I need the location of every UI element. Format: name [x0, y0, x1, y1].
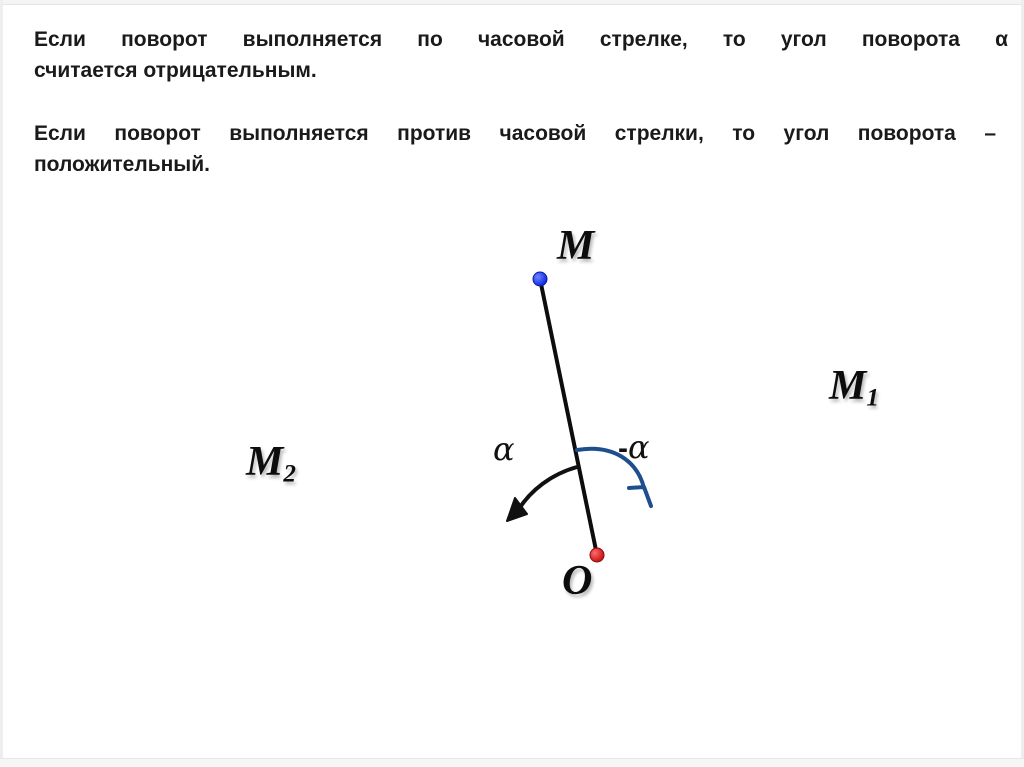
label-M-text: M — [557, 223, 595, 269]
label-negative-alpha-sign: - — [618, 432, 628, 465]
label-negative-alpha — [618, 428, 650, 466]
label-O-text: O — [562, 558, 593, 604]
label-M2-base: M — [246, 439, 284, 485]
label-M — [557, 222, 594, 270]
label-M2-subscript: 2 — [283, 460, 296, 488]
label-M1-base: M — [829, 363, 867, 409]
label-alpha-symbol: α — [493, 430, 515, 468]
label-M1 — [829, 362, 879, 412]
clockwise-rule-line-2: считается отрицательным. — [34, 59, 317, 82]
label-M2 — [246, 438, 296, 488]
label-alpha — [493, 430, 515, 468]
label-O — [562, 557, 592, 605]
label-M1-subscript: 1 — [866, 384, 879, 412]
clockwise-rule-line-1: Если поворот выполняется по часовой стрелке, то угол поворота α — [34, 28, 1008, 51]
clockwise-arrowhead — [629, 487, 651, 506]
segment-OM — [540, 279, 597, 555]
point-M — [533, 272, 547, 286]
counterclockwise-rule-line-1: Если поворот выполняется против часовой стрелки, то угол поворота – — [34, 122, 996, 145]
counterclockwise-arc — [517, 467, 577, 512]
label-negative-alpha-symbol: α — [628, 428, 650, 466]
counterclockwise-rule-line-2: положительный. — [34, 153, 210, 176]
